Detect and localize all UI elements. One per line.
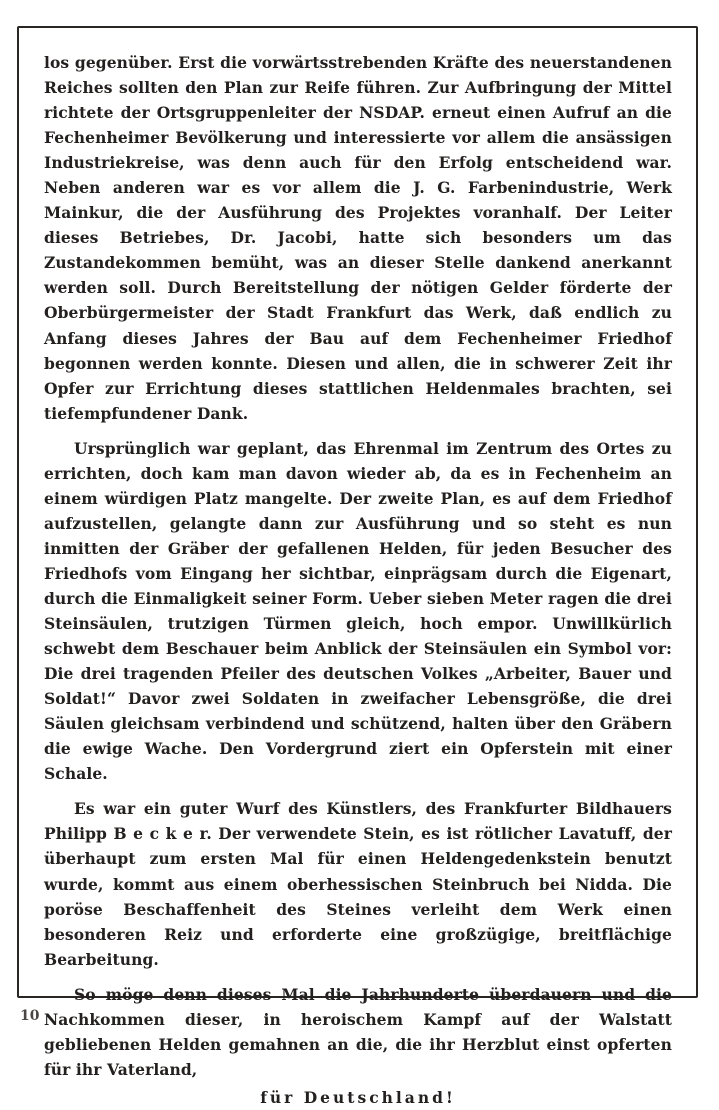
paragraph-2: Ursprünglich war geplant, das Ehrenmal im Zentrum des Ortes zu errichten, doch kam man davon wieder ab, da es in Fechenheim an einem würdigen Platz mangelte. Der zweite Plan, es auf dem Friedhof aufzustellen, gelangte dann zur Ausführung und so steht es nun inmitten der Gräber der gefallenen Helden, für jeden Besucher des Friedhofs vom Eingang her sichtbar, einprägsam durch die Eigenart, durch die Einmaligkeit seiner Form. Ueber sieben Meter ragen die drei Steinsäulen, trutzigen Türmen gleich, hoch empor. Unwillkürlich schwebt dem Beschauer beim Anblick der Steinsäulen ein Symbol vor: Die drei tragenden Pfeiler des deutschen Volkes „Arbeiter, Bauer und Soldat!“ Davor zwei Soldaten in zweifacher Lebensgröße, die drei Säulen gleichsam verbindend und schützend, halten über den Gräbern die ewige Wache. Den Vordergrund ziert ein Opferstein mit einer Schale.: [44, 438, 672, 784]
document-body: [44, 50, 672, 1110]
paragraph-3: Es war ein guter Wurf des Künstlers, des Frankfurter Bildhauers Philipp B e c k e r. Der verwendete Stein, es ist rötlicher Lavatuff, der überhaupt zum ersten Mal für einen Heldengedenkstein benutzt wurde, kommt aus einem oberhessischen Steinbruch bei Nidda. Die poröse Beschaffenheit des Steines verleiht dem Werk einen besonderen Reiz und erforderte eine großzügige, breitflächige Bearbeitung.: [44, 799, 672, 969]
paragraph-4: So möge denn dieses Mal die Jahrhunderte überdauern und die Nachkommen dieser, in heroischem Kampf auf der Walstatt gebliebenen Helden gemahnen an die, die ihr Herzblut einst opferten für ihr Vaterland,: [44, 984, 672, 1079]
page-number: 10: [20, 1008, 40, 1024]
paragraph-1: los gegenüber. Erst die vorwärtsstrebenden Kräfte des neuerstandenen Reiches sollten den Plan zur Reife führen. Zur Aufbringung der Mittel richtete der Ortsgruppenleiter der NSDAP. erneut einen Aufruf an die Fechenheimer Bevölkerung und interessierte vor allem die ansässigen Industriekreise, was denn auch für den Erfolg entscheidend war. Neben anderen war es vor allem die J. G. Farbenindustrie, Werk Mainkur, die der Ausführung des Projektes voranhalf. Der Leiter dieses Betriebes, Dr. Jacobi, hatte sich besonders um das Zustandekommen bemüht, was an dieser Stelle dankend anerkannt werden soll. Durch Bereitstellung der nötigen Gelder förderte der Oberbürgermeister der Stadt Frankfurt das Werk, daß endlich zu Anfang dieses Jahres der Bau auf dem Fechenheimer Friedhof begonnen werden konnte. Diesen und allen, die in schwerer Zeit ihr Opfer zur Errichtung dieses stattlichen Heldenmales brachten, sei tiefempfundener Dank.: [44, 53, 672, 423]
closing-line: für Deutschland!: [260, 1087, 456, 1107]
